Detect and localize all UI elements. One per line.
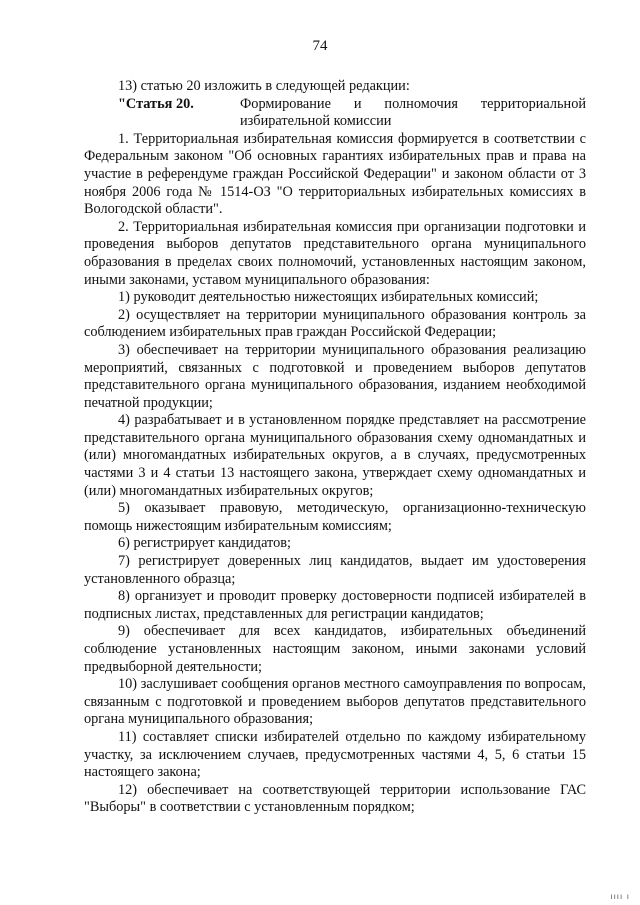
list-item: 2) осуществляет на территории муниципального образования контроль за соблюдением избирательных прав граждан Российской Федерации; xyxy=(84,306,586,341)
list-item: 12) обеспечивает на соответствующей территории использование ГАС "Выборы" в соответствии с установленным порядком; xyxy=(84,781,586,816)
list-item: 11) составляет списки избирателей отдельно по каждому избирательному участку, за исключением случаев, предусмотренных частями 4, 5, 6 статьи 15 настоящего закона; xyxy=(84,728,586,781)
list-item: 5) оказывает правовую, методическую, организационно-техническую помощь нижестоящим избирательным комиссиям; xyxy=(84,500,586,534)
list-item: 9) обеспечивает для всех кандидатов, избирательных объединений соблюдение установленных настоящим законом, иными законами условий предвыборной деятельности; xyxy=(84,623,586,675)
page-number: 74 xyxy=(312,38,328,54)
list-item: 7) регистрирует доверенных лиц кандидатов, выдает им удостоверения установленного образца; xyxy=(84,553,586,587)
paragraph: 2. Территориальная избирательная комиссия при организации подготовки и проведения выборов депутатов представительного органа муниципального образования в пределах своих полномочий, установленных настоящим законом, иными законами, уставом муниципального образования: xyxy=(84,218,586,288)
list-item: 4) разрабатывает и в установленном порядке представляет на рассмотрение представительного органа муниципального образования схему одномандатных и (или) многомандатных избирательных округов, а в случаях, предусмотренных частями 3 и 4 статьи 13 настоящего закона, утверждает схему одномандатных и (или) многомандатных избирательных округов; xyxy=(84,412,586,499)
article-heading xyxy=(84,96,586,131)
list-item: 10) заслушивает сообщения органов местного самоуправления по вопросам, связанным с подготовкой и проведением выборов депутатов представительного органа муниципального образования; xyxy=(84,676,586,728)
scan-marks: ıııı ı xyxy=(610,892,630,901)
intro-line: 13) статью 20 изложить в следующей редакции: xyxy=(118,78,410,94)
paragraph: 1. Территориальная избирательная комиссия формируется в соответствии с Федеральным законом "Об основных гарантиях избирательных прав и права на участие в референдуме граждан Российской Федерации" и законом области от 3 ноября 2006 года № 1514-ОЗ "О территориальных избирательных комиссиях в Вологодской области". xyxy=(84,130,586,218)
list-item: 3) обеспечивает на территории муниципального образования реализацию мероприятий, связанных с подготовкой и проведением выборов депутатов представительного органа муниципального образования, изданием необходимой печатной продукции; xyxy=(84,341,586,411)
list-item: 8) организует и проводит проверку достоверности подписей избирателей в подписных листах, представленных для регистрации кандидатов; xyxy=(84,588,586,622)
article-title: Формирование и полномочия территориальной избирательной комиссии xyxy=(240,95,586,130)
list-item: 1) руководит деятельностью нижестоящих избирательных комиссий; xyxy=(118,289,539,306)
list-item: 6) регистрирует кандидатов; xyxy=(118,535,291,552)
article-number: "Статья 20. xyxy=(118,95,194,112)
document-body xyxy=(84,78,586,817)
